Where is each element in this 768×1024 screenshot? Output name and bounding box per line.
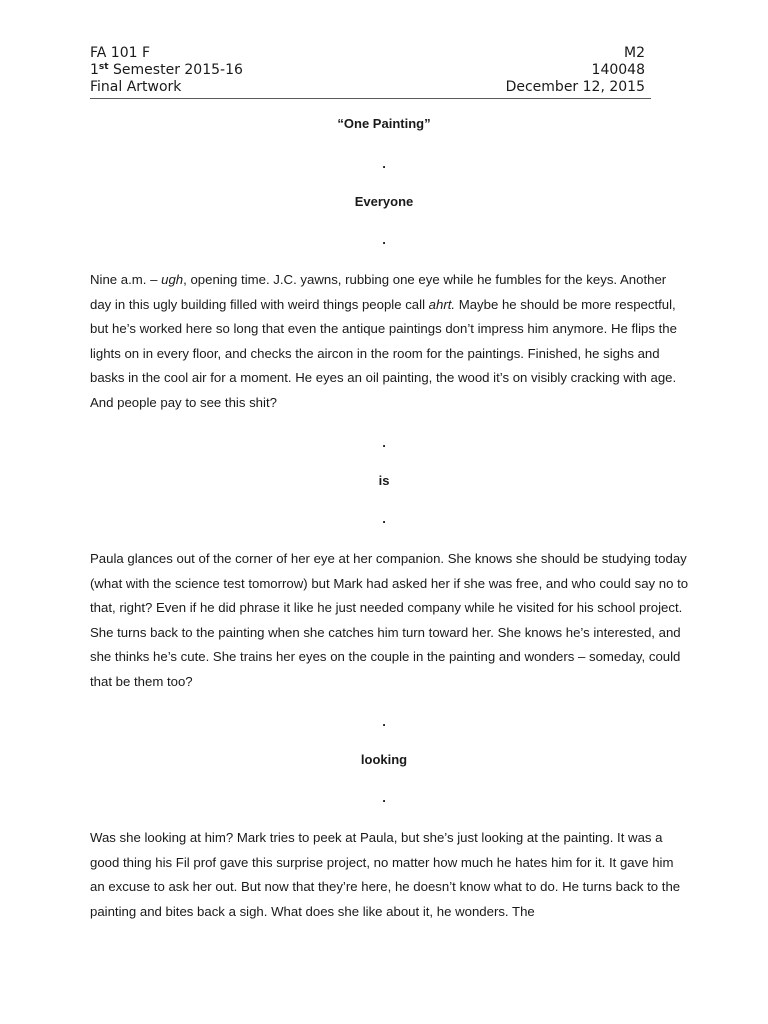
- separator-dot: .: [382, 790, 386, 805]
- paragraph-text: Was she looking at him? Mark tries to peek at Paula, but she’s just looking at the painting. It was a good thing his Fil prof gave this surprise project, no matter how much he hates him for it. It gave him an excuse to ask her out. But now that they’re here, he doesn’t know what to do. He turns back to the painting and bites back a sigh. What does she like about it, he wonders. The: [90, 830, 681, 919]
- paragraph-text: Paula glances out of the corner of her eye at her companion. She knows she should be studying today (what with the science test tomorrow) but Mark had asked her if she was free, and who could say no to that, right? Even if he did phrase it like he just needed company while he visited for his school project. She turns back to the painting when she catches him turn toward her. She knows he’s interested, and she thinks he’s cute. She trains her eyes on the couple in the painting and wonders – someday, could that be them too?: [90, 551, 689, 689]
- assignment-name: Final Artwork: [90, 79, 182, 95]
- semester-text: Semester 2015-16: [113, 62, 243, 78]
- emphasized-text: ahrt.: [428, 296, 456, 312]
- course-code: FA 101 F: [90, 45, 151, 61]
- paragraph-text: , opening time. J.C. yawns, rubbing one eye while he fumbles for the keys. Another day in this ugly building filled with weird things people call: [90, 272, 667, 312]
- emphasized-text: ugh: [161, 272, 184, 287]
- separator-dot: .: [382, 511, 386, 526]
- document-title: “One Painting”: [337, 116, 431, 131]
- document-header: [90, 45, 651, 99]
- header-line-1: [90, 45, 651, 62]
- semester-number: 1: [90, 62, 99, 78]
- separator-dot: .: [382, 714, 386, 729]
- section-paragraph: [90, 826, 690, 924]
- section-heading: is: [378, 473, 390, 488]
- sections-container: [90, 154, 690, 924]
- section-paragraph: [90, 547, 690, 694]
- document-date: December 12, 2015: [505, 79, 645, 95]
- header-line-2: [90, 62, 651, 79]
- section-code: M2: [624, 45, 645, 61]
- paragraph-text: Maybe he should be more respectful, but he’s worked here so long that even the antique paintings don’t impress him anymore. He flips the lights on in every floor, and checks the aircon in the room for the paintings. Finished, he sighs and basks in the cool air for a moment. He eyes an oil painting, the wood it’s on visibly cracking with age. And people pay to see this shit?: [90, 296, 677, 410]
- paragraph-text: Nine a.m. –: [90, 272, 162, 287]
- section-heading: looking: [360, 752, 408, 767]
- separator-dot: .: [382, 435, 386, 450]
- section-heading: Everyone: [354, 194, 414, 209]
- student-number: 140048: [591, 62, 645, 78]
- document-body: [90, 114, 690, 942]
- semester: [90, 62, 243, 79]
- separator-dot: .: [382, 156, 386, 171]
- semester-ordinal: st: [98, 62, 109, 72]
- header-line-3: [90, 79, 651, 96]
- separator-dot: .: [382, 232, 386, 247]
- section-paragraph: [90, 268, 690, 415]
